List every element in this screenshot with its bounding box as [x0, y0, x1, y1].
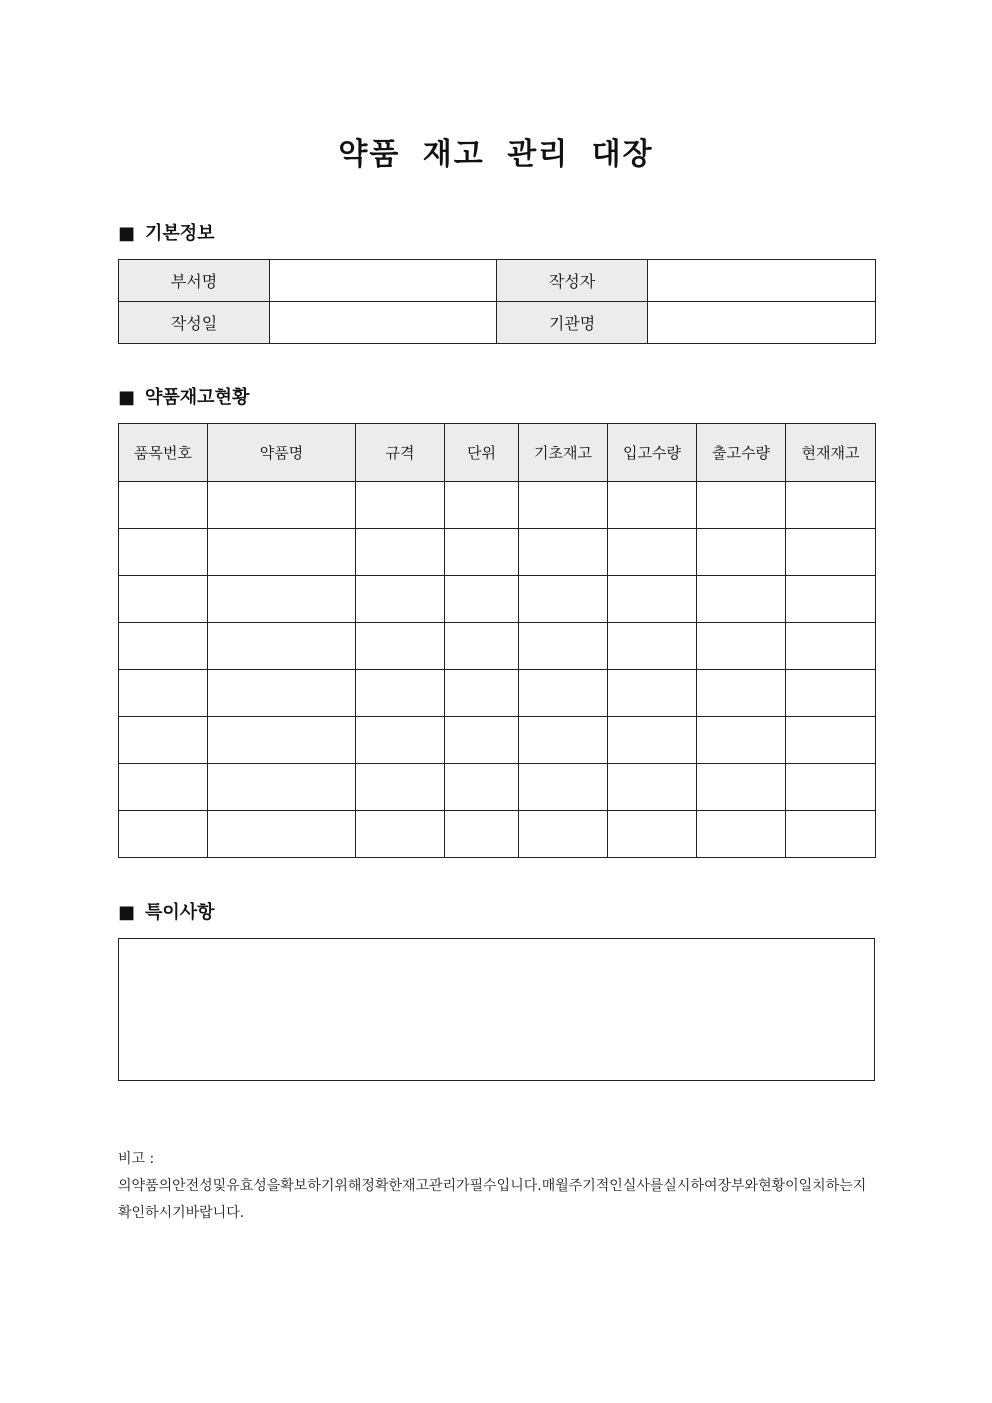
table-cell[interactable]: [608, 482, 697, 529]
table-cell[interactable]: [608, 717, 697, 764]
table-cell[interactable]: [786, 670, 876, 717]
table-cell[interactable]: [119, 529, 208, 576]
table-cell[interactable]: [208, 717, 356, 764]
table-cell[interactable]: [119, 764, 208, 811]
column-header: 출고수량: [697, 424, 786, 482]
table-cell[interactable]: [445, 482, 519, 529]
table-cell[interactable]: [697, 717, 786, 764]
info-value-field[interactable]: [648, 260, 876, 302]
info-value-field[interactable]: [648, 302, 876, 344]
table-cell[interactable]: [445, 576, 519, 623]
square-bullet-icon: ■: [118, 902, 136, 923]
table-cell[interactable]: [208, 576, 356, 623]
info-label: 기관명: [497, 302, 648, 344]
table-cell[interactable]: [697, 482, 786, 529]
table-cell[interactable]: [608, 811, 697, 858]
table-cell[interactable]: [356, 529, 445, 576]
basic-info-row: [119, 302, 876, 344]
table-row: [119, 529, 876, 576]
table-cell[interactable]: [119, 670, 208, 717]
table-cell[interactable]: [208, 811, 356, 858]
column-header: 기초재고: [519, 424, 608, 482]
inventory-header-row: [119, 424, 876, 482]
table-cell[interactable]: [356, 670, 445, 717]
table-row: [119, 717, 876, 764]
table-cell[interactable]: [697, 529, 786, 576]
table-cell[interactable]: [519, 670, 608, 717]
table-cell[interactable]: [356, 717, 445, 764]
table-cell[interactable]: [208, 670, 356, 717]
table-cell[interactable]: [208, 764, 356, 811]
column-header: 단위: [445, 424, 519, 482]
section-heading-text: 기본정보: [145, 223, 215, 244]
table-cell[interactable]: [608, 623, 697, 670]
table-cell[interactable]: [119, 576, 208, 623]
table-cell[interactable]: [697, 670, 786, 717]
table-cell[interactable]: [445, 529, 519, 576]
section-heading-notes: [118, 901, 215, 925]
table-cell[interactable]: [786, 623, 876, 670]
table-cell[interactable]: [445, 764, 519, 811]
table-cell[interactable]: [608, 576, 697, 623]
table-row: [119, 670, 876, 717]
table-cell[interactable]: [697, 811, 786, 858]
table-cell[interactable]: [608, 529, 697, 576]
table-cell[interactable]: [519, 576, 608, 623]
table-cell[interactable]: [519, 717, 608, 764]
remark-block: [118, 1146, 878, 1227]
column-header: 품목번호: [119, 424, 208, 482]
column-header: 현재재고: [786, 424, 876, 482]
table-cell[interactable]: [519, 764, 608, 811]
table-cell[interactable]: [208, 482, 356, 529]
section-heading-inventory: [118, 386, 249, 410]
info-value-field[interactable]: [270, 302, 497, 344]
basic-info-table: [118, 259, 876, 344]
table-cell[interactable]: [786, 529, 876, 576]
section-heading-text: 약품재고현황: [145, 387, 250, 408]
info-value-field[interactable]: [270, 260, 497, 302]
remark-label: 비고 :: [118, 1151, 155, 1167]
table-cell[interactable]: [519, 482, 608, 529]
table-cell[interactable]: [786, 482, 876, 529]
table-cell[interactable]: [445, 811, 519, 858]
column-header: 약품명: [208, 424, 356, 482]
table-cell[interactable]: [356, 623, 445, 670]
column-header: 규격: [356, 424, 445, 482]
table-cell[interactable]: [445, 670, 519, 717]
table-row: [119, 576, 876, 623]
remark-text: 의약품의안전성및유효성을확보하기위해정확한재고관리가필수입니다.매월주기적인실사를실시하여장부와현황이일치하는지확인하시기바랍니다.: [118, 1178, 867, 1221]
basic-info-row: [119, 260, 876, 302]
table-cell[interactable]: [519, 529, 608, 576]
table-cell[interactable]: [786, 576, 876, 623]
table-cell[interactable]: [786, 811, 876, 858]
table-row: [119, 811, 876, 858]
notes-input-area[interactable]: [118, 938, 875, 1081]
table-cell[interactable]: [786, 764, 876, 811]
table-cell[interactable]: [356, 576, 445, 623]
table-cell[interactable]: [697, 623, 786, 670]
table-cell[interactable]: [119, 811, 208, 858]
table-cell[interactable]: [697, 576, 786, 623]
table-row: [119, 623, 876, 670]
info-label: 작성자: [497, 260, 648, 302]
table-cell[interactable]: [356, 811, 445, 858]
table-row: [119, 482, 876, 529]
table-cell[interactable]: [208, 623, 356, 670]
column-header: 입고수량: [608, 424, 697, 482]
table-cell[interactable]: [697, 764, 786, 811]
inventory-table: [118, 423, 876, 858]
table-cell[interactable]: [519, 623, 608, 670]
square-bullet-icon: ■: [118, 387, 136, 408]
table-cell[interactable]: [356, 764, 445, 811]
section-heading-text: 특이사항: [145, 902, 215, 923]
table-cell[interactable]: [608, 764, 697, 811]
page-title: 약품 재고 관리 대장: [338, 137, 654, 172]
square-bullet-icon: ■: [118, 223, 136, 244]
table-cell[interactable]: [519, 811, 608, 858]
table-cell[interactable]: [208, 529, 356, 576]
table-cell[interactable]: [786, 717, 876, 764]
table-cell[interactable]: [445, 623, 519, 670]
table-cell[interactable]: [119, 717, 208, 764]
table-cell[interactable]: [445, 717, 519, 764]
info-label: 작성일: [119, 302, 270, 344]
info-label: 부서명: [119, 260, 270, 302]
table-cell[interactable]: [119, 623, 208, 670]
table-cell[interactable]: [356, 482, 445, 529]
table-cell[interactable]: [119, 482, 208, 529]
table-row: [119, 764, 876, 811]
section-heading-basic-info: [118, 222, 215, 246]
table-cell[interactable]: [608, 670, 697, 717]
